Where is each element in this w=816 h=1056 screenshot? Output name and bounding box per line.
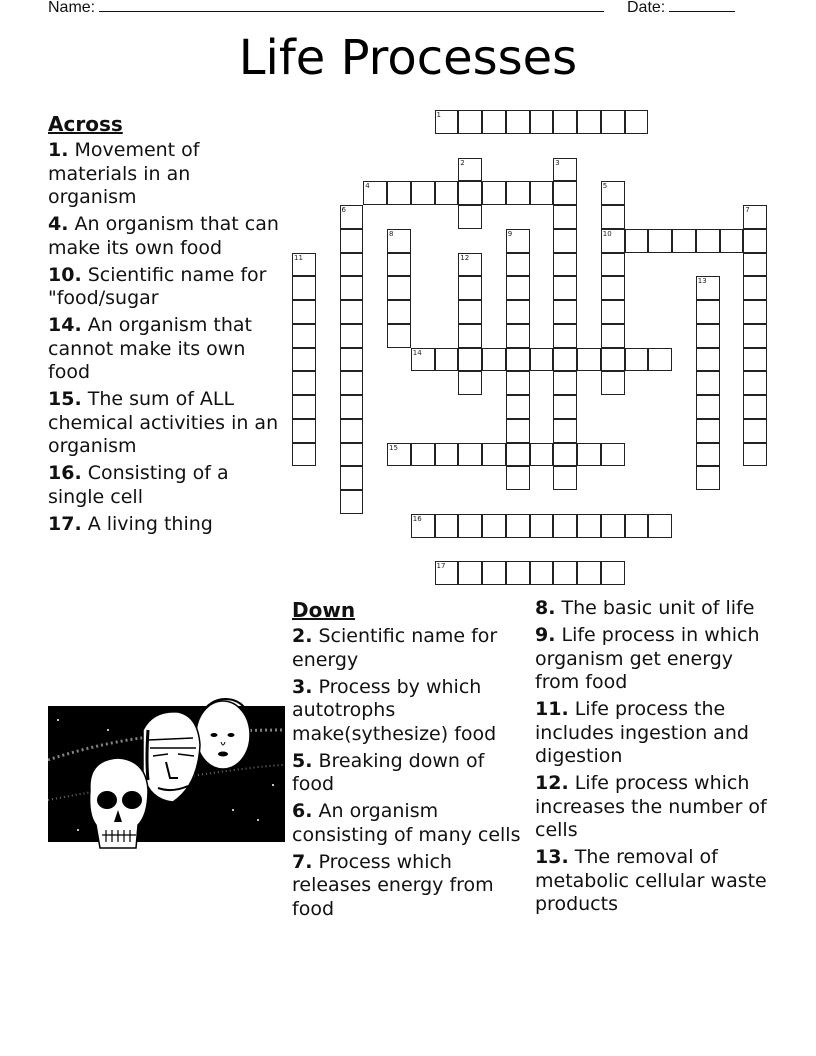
- clue-number: 11.: [535, 698, 569, 720]
- clue-number: 4.: [48, 213, 69, 235]
- across-clue-4: [48, 213, 280, 260]
- down-clue-11: [535, 698, 775, 769]
- clue-number-label: 16: [412, 514, 422, 523]
- crossword-cell[interactable]: [625, 229, 649, 253]
- crossword-cell[interactable]: [340, 276, 364, 300]
- crossword-cell[interactable]: [743, 276, 767, 300]
- clue-number: 6.: [292, 800, 313, 822]
- across-clue-16: [48, 462, 280, 509]
- clue-number-label: 2: [460, 158, 465, 167]
- crossword-cell[interactable]: [696, 371, 720, 395]
- crossword-cell[interactable]: [577, 110, 601, 134]
- crossword-cell[interactable]: [577, 443, 601, 467]
- date-label: Date:: [627, 0, 666, 16]
- crossword-cell[interactable]: [387, 229, 411, 253]
- crossword-cell[interactable]: [601, 205, 625, 229]
- down-clue-5: [292, 750, 524, 797]
- crossword-cell[interactable]: [553, 371, 577, 395]
- crossword-cell[interactable]: [530, 443, 554, 467]
- clue-text: Process which releases energy from food: [292, 850, 494, 920]
- clue-text: An organism that can make its own food: [48, 213, 279, 259]
- crossword-cell[interactable]: [553, 419, 577, 443]
- clue-text: The removal of metabolic cellular waste products: [535, 846, 767, 915]
- crossword-cell[interactable]: [506, 253, 530, 277]
- name-blank-line[interactable]: [99, 0, 604, 12]
- crossword-cell[interactable]: [340, 419, 364, 443]
- clue-number-label: 11: [294, 253, 303, 262]
- crossword-cell[interactable]: [506, 419, 530, 443]
- crossword-cell[interactable]: [292, 395, 316, 419]
- crossword-cell[interactable]: [553, 110, 577, 134]
- crossword-cell[interactable]: [553, 300, 577, 324]
- crossword-cell[interactable]: [363, 181, 387, 205]
- crossword-cell[interactable]: [672, 229, 696, 253]
- crossword-cell[interactable]: [506, 371, 530, 395]
- crossword-cell[interactable]: [387, 276, 411, 300]
- crossword-cell[interactable]: [743, 253, 767, 277]
- crossword-cell[interactable]: [553, 229, 577, 253]
- crossword-cell[interactable]: [696, 395, 720, 419]
- crossword-cell[interactable]: [435, 110, 459, 134]
- down-heading: Down: [292, 598, 356, 622]
- crossword-cell[interactable]: [506, 514, 530, 538]
- crossword-cell[interactable]: [553, 395, 577, 419]
- crossword-cell[interactable]: [387, 324, 411, 348]
- crossword-cell[interactable]: [292, 276, 316, 300]
- crossword-cell[interactable]: [340, 253, 364, 277]
- crossword-cell[interactable]: [292, 324, 316, 348]
- clue-text: The basic unit of life: [555, 597, 755, 619]
- crossword-cell[interactable]: [458, 181, 482, 205]
- clue-text: Life process the includes ingestion and digestion: [535, 698, 749, 767]
- crossword-cell[interactable]: [387, 443, 411, 467]
- crossword-cell[interactable]: [506, 466, 530, 490]
- crossword-cell[interactable]: [601, 371, 625, 395]
- crossword-cell[interactable]: [506, 443, 530, 467]
- page-title: Life Processes: [238, 30, 578, 86]
- crossword-cell[interactable]: [458, 561, 482, 585]
- crossword-cell[interactable]: [601, 561, 625, 585]
- crossword-cell[interactable]: [340, 300, 364, 324]
- date-field[interactable]: [627, 0, 735, 17]
- crossword-cell[interactable]: [696, 229, 720, 253]
- crossword-cell[interactable]: [696, 324, 720, 348]
- crossword-cell[interactable]: [601, 181, 625, 205]
- crossword-cell[interactable]: [340, 443, 364, 467]
- crossword-cell[interactable]: [696, 466, 720, 490]
- crossword-cell[interactable]: [530, 561, 554, 585]
- clue-text: An organism consisting of many cells: [292, 800, 521, 846]
- crossword-cell[interactable]: [458, 300, 482, 324]
- clue-text: The sum of ALL chemical activities in an organism: [48, 388, 279, 457]
- crossword-cell[interactable]: [340, 466, 364, 490]
- crossword-cell[interactable]: [292, 348, 316, 372]
- date-blank-line[interactable]: [669, 0, 735, 12]
- crossword-cell[interactable]: [482, 443, 506, 467]
- clue-text: A living thing: [81, 512, 213, 535]
- crossword-cell[interactable]: [601, 253, 625, 277]
- down-clue-6: [292, 800, 524, 847]
- crossword-cell[interactable]: [387, 181, 411, 205]
- crossword-cell[interactable]: [340, 490, 364, 514]
- crossword-cell[interactable]: [577, 561, 601, 585]
- clue-number: 14.: [48, 314, 82, 336]
- crossword-cell[interactable]: [553, 253, 577, 277]
- clue-text: Consisting of a single cell: [48, 462, 229, 508]
- crossword-cell[interactable]: [340, 229, 364, 253]
- skull-elder-child-faces-icon: [48, 690, 285, 850]
- crossword-cell[interactable]: [743, 300, 767, 324]
- clue-number: 16.: [48, 462, 82, 484]
- crossword-cell[interactable]: [411, 181, 435, 205]
- crossword-cell[interactable]: [553, 276, 577, 300]
- crossword-cell[interactable]: [530, 348, 554, 372]
- down-clues-column-2: [535, 597, 775, 920]
- crossword-cell[interactable]: [482, 561, 506, 585]
- crossword-cell[interactable]: [458, 371, 482, 395]
- clue-number: 15.: [48, 388, 82, 410]
- crossword-cell[interactable]: [506, 300, 530, 324]
- crossword-cell[interactable]: [648, 229, 672, 253]
- across-clue-14: [48, 314, 280, 385]
- clue-number-label: 9: [507, 229, 513, 238]
- skull-elder-child-illustration: [48, 690, 285, 850]
- crossword-cell[interactable]: [696, 348, 720, 372]
- clue-number: 7.: [292, 850, 313, 873]
- crossword-cell[interactable]: [482, 348, 506, 372]
- crossword-cell[interactable]: [458, 324, 482, 348]
- clue-number-label: 4: [365, 182, 370, 191]
- crossword-cell[interactable]: [601, 229, 625, 253]
- clue-text: Movement of materials in an organism: [48, 139, 200, 208]
- crossword-cell[interactable]: [458, 276, 482, 300]
- clue-number-label: 3: [555, 158, 560, 167]
- crossword-cell[interactable]: [506, 561, 530, 585]
- crossword-cell[interactable]: [577, 514, 601, 538]
- crossword-cell[interactable]: [577, 348, 601, 372]
- crossword-cell[interactable]: [340, 205, 364, 229]
- crossword-cell[interactable]: [506, 348, 530, 372]
- crossword-cell[interactable]: [601, 348, 625, 372]
- crossword-cell[interactable]: [458, 253, 482, 277]
- crossword-cell[interactable]: [458, 158, 482, 182]
- clue-number: 9.: [535, 624, 556, 646]
- down-clue-2: [292, 625, 524, 672]
- across-clue-10: [48, 264, 280, 311]
- crossword-cell[interactable]: [696, 443, 720, 467]
- crossword-cell[interactable]: [411, 443, 435, 467]
- crossword-cell[interactable]: [625, 514, 649, 538]
- clue-number: 3.: [292, 675, 313, 698]
- crossword-cell[interactable]: [553, 514, 577, 538]
- down-clue-13: [535, 846, 775, 917]
- clue-text: Life process in which organism get energy from food: [535, 624, 760, 693]
- clue-text: An organism that cannot make its own food: [48, 314, 252, 383]
- name-label: Name:: [48, 0, 96, 16]
- crossword-cell[interactable]: [743, 205, 767, 229]
- clue-number-label: 8: [389, 229, 394, 238]
- crossword-cell[interactable]: [458, 348, 482, 372]
- clue-number-label: 15: [389, 443, 398, 452]
- crossword-cell[interactable]: [506, 181, 530, 205]
- crossword-cell[interactable]: [601, 300, 625, 324]
- crossword-cell[interactable]: [387, 253, 411, 277]
- crossword-cell[interactable]: [601, 514, 625, 538]
- crossword-cell[interactable]: [340, 395, 364, 419]
- clue-number-label: 1: [436, 111, 441, 119]
- crossword-cell[interactable]: [530, 514, 554, 538]
- crossword-cell[interactable]: [435, 443, 459, 467]
- crossword-cell[interactable]: [435, 514, 459, 538]
- crossword-cell[interactable]: [696, 276, 720, 300]
- crossword-cell[interactable]: [292, 371, 316, 395]
- crossword-cell[interactable]: [340, 324, 364, 348]
- down-clue-8: [535, 597, 775, 621]
- crossword-cell[interactable]: [743, 348, 767, 372]
- crossword-cell[interactable]: [506, 324, 530, 348]
- clue-text: Process by which autotrophs make(sythesize) food: [292, 675, 497, 745]
- crossword-cell[interactable]: [506, 229, 530, 253]
- crossword-cell[interactable]: [458, 514, 482, 538]
- crossword-cell[interactable]: [340, 348, 364, 372]
- across-heading: Across: [48, 112, 123, 136]
- crossword-cell[interactable]: [696, 419, 720, 443]
- crossword-cell[interactable]: [743, 324, 767, 348]
- down-clues-column-1: [292, 597, 524, 925]
- across-clue-1: [48, 139, 280, 210]
- clue-number-label: 14: [412, 348, 422, 357]
- crossword-cell[interactable]: [292, 419, 316, 443]
- down-clue-12: [535, 772, 775, 843]
- name-field[interactable]: [48, 0, 604, 17]
- crossword-cell[interactable]: [743, 395, 767, 419]
- crossword-cell[interactable]: [720, 229, 744, 253]
- down-clue-3: [292, 676, 524, 747]
- crossword-cell[interactable]: [411, 348, 435, 372]
- clue-number: 1.: [48, 139, 69, 161]
- down-clue-7: [292, 851, 524, 922]
- clue-number-label: 5: [602, 182, 608, 191]
- crossword-cell[interactable]: [458, 110, 482, 134]
- clue-number-label: 7: [745, 206, 750, 214]
- crossword-cell[interactable]: [482, 514, 506, 538]
- crossword-cell[interactable]: [553, 324, 577, 348]
- crossword-cell[interactable]: [696, 300, 720, 324]
- clue-number: 2.: [292, 625, 313, 647]
- crossword-cell[interactable]: [553, 158, 577, 182]
- clue-number: 12.: [535, 772, 569, 794]
- crossword-cell[interactable]: [553, 205, 577, 229]
- clue-text: Breaking down of food: [292, 749, 485, 795]
- crossword-cell[interactable]: [292, 253, 316, 277]
- crossword-cell[interactable]: [743, 229, 767, 253]
- clue-number: 5.: [292, 749, 313, 772]
- crossword-cell[interactable]: [340, 371, 364, 395]
- crossword-cell[interactable]: [292, 300, 316, 324]
- crossword-cell[interactable]: [458, 443, 482, 467]
- crossword-cell[interactable]: [458, 205, 482, 229]
- crossword-cell[interactable]: [743, 443, 767, 467]
- crossword-cell[interactable]: [506, 276, 530, 300]
- crossword-cell[interactable]: [553, 561, 577, 585]
- crossword-cell[interactable]: [625, 348, 649, 372]
- clue-number-label: 10: [602, 229, 612, 238]
- crossword-cell[interactable]: [506, 395, 530, 419]
- crossword-cell[interactable]: [530, 110, 554, 134]
- crossword-cell[interactable]: [482, 181, 506, 205]
- clue-number-label: 13: [697, 277, 707, 286]
- clue-number: 17.: [48, 512, 82, 535]
- crossword-cell[interactable]: [553, 181, 577, 205]
- crossword-cell[interactable]: [601, 324, 625, 348]
- crossword-cell[interactable]: [648, 514, 672, 538]
- crossword-cell[interactable]: [506, 110, 530, 134]
- across-clue-17: [48, 513, 280, 537]
- across-clue-15: [48, 388, 280, 459]
- crossword-cell[interactable]: [601, 276, 625, 300]
- across-clues: [48, 111, 280, 540]
- crossword-cell[interactable]: [601, 110, 625, 134]
- crossword-cell[interactable]: [553, 443, 577, 467]
- down-clue-9: [535, 624, 775, 695]
- clue-text: Life process which increases the number of cells: [535, 772, 767, 841]
- crossword-cell[interactable]: [648, 348, 672, 372]
- crossword-cell[interactable]: [411, 514, 435, 538]
- crossword-cell[interactable]: [435, 348, 459, 372]
- crossword-cell[interactable]: [387, 300, 411, 324]
- crossword-cell[interactable]: [292, 443, 316, 467]
- crossword-cell[interactable]: [743, 419, 767, 443]
- clue-number: 8.: [535, 597, 556, 619]
- clue-text: Scientific name for energy: [292, 625, 498, 671]
- crossword-cell[interactable]: [482, 110, 506, 134]
- clue-number-label: 12: [460, 253, 470, 262]
- clue-number-label: 6: [341, 206, 346, 214]
- crossword-cell[interactable]: [435, 561, 459, 585]
- crossword-cell[interactable]: [553, 348, 577, 372]
- clue-number: 10.: [48, 263, 82, 286]
- clue-text: Scientific name for "food/sugar: [48, 263, 267, 309]
- crossword-cell[interactable]: [601, 443, 625, 467]
- crossword-cell[interactable]: [625, 110, 649, 134]
- clue-number-label: 17: [436, 562, 446, 571]
- crossword-cell[interactable]: [435, 181, 459, 205]
- clue-number: 13.: [535, 846, 569, 868]
- crossword-cell[interactable]: [743, 371, 767, 395]
- crossword-cell[interactable]: [553, 466, 577, 490]
- crossword-cell[interactable]: [530, 181, 554, 205]
